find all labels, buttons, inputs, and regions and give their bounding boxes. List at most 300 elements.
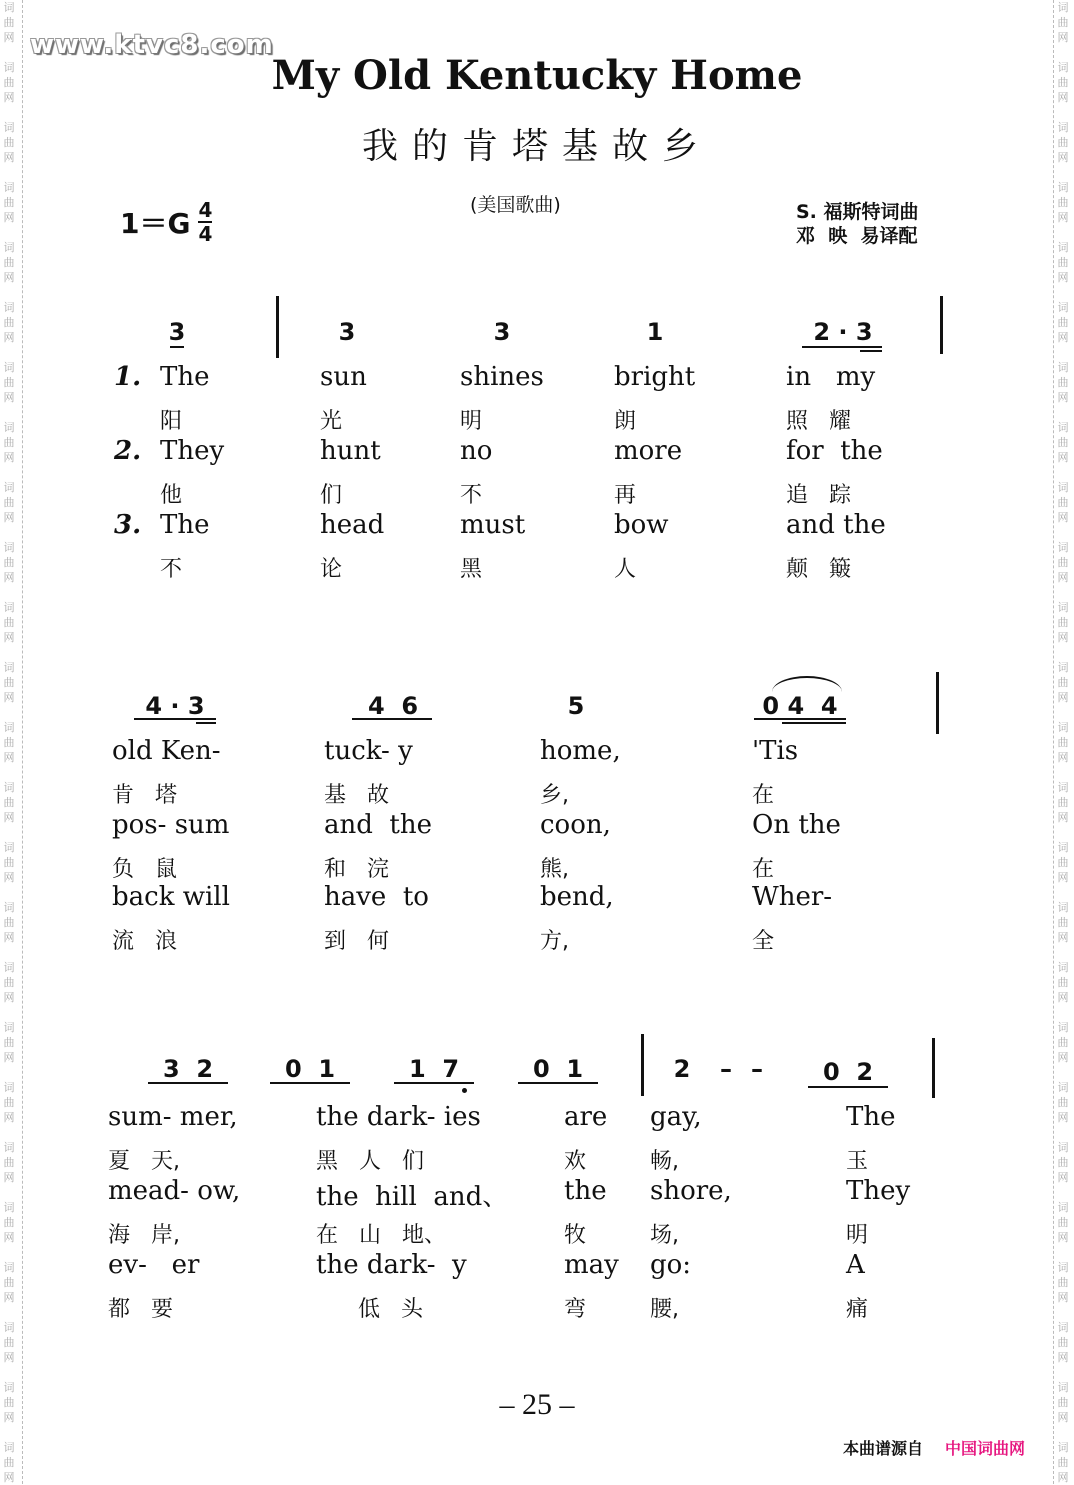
watermark-group: [1054, 420, 1074, 465]
watermark-char: 曲: [3, 616, 15, 629]
note: 3 2: [162, 1055, 214, 1083]
note: 3: [338, 318, 356, 346]
watermark-char: 词: [3, 421, 15, 434]
watermark-char: 网: [1057, 1231, 1069, 1244]
lyric-chinese: 朗: [614, 409, 637, 434]
bar-line: [276, 296, 279, 358]
source-note: [843, 1436, 1025, 1459]
lyric-english: old Ken-: [112, 736, 221, 766]
watermark-char: 词: [1057, 481, 1069, 494]
lyric-english: 'Tis: [752, 736, 799, 766]
watermark-char: 网: [3, 751, 15, 764]
watermark-char: 曲: [3, 76, 15, 89]
watermark-char: 曲: [1057, 1276, 1069, 1289]
note: 1: [646, 318, 664, 346]
watermark-char: 网: [3, 1231, 15, 1244]
lyric-english: may: [564, 1250, 619, 1280]
lyric-chinese: 和 浣: [324, 857, 389, 882]
lyric-english: head: [320, 510, 385, 540]
watermark-char: 曲: [1057, 976, 1069, 989]
lyric-chinese: 场,: [650, 1223, 679, 1248]
watermark-char: 曲: [1057, 316, 1069, 329]
credit-translator: 邓 映 易译配: [796, 225, 918, 247]
watermark-char: 词: [1057, 601, 1069, 614]
underline: [860, 350, 882, 352]
credit-composer: S. 福斯特词曲: [796, 201, 919, 223]
watermark-char: 网: [3, 931, 15, 944]
source-label: 本曲谱源自: [843, 1439, 924, 1458]
lyric-english: The: [160, 362, 210, 392]
lyric-english: bend,: [540, 882, 614, 912]
watermark-char: 网: [1057, 391, 1069, 404]
lyric-english: They: [160, 436, 225, 466]
lyric-english: ev- er: [108, 1250, 200, 1280]
watermark-char: 网: [3, 151, 15, 164]
lyric-chinese: 不: [160, 557, 183, 582]
lyric-english: tuck- y: [324, 736, 413, 766]
lyric-english: bow: [614, 510, 669, 540]
watermark-char: 曲: [1057, 676, 1069, 689]
lyric-english: mead- ow,: [108, 1176, 241, 1206]
lyric-chinese: 论: [320, 557, 343, 582]
watermark-char: 网: [3, 631, 15, 644]
watermark-char: 词: [1057, 901, 1069, 914]
watermark-group: [0, 1320, 22, 1365]
note: 4 6: [367, 692, 419, 720]
watermark-group: [1054, 540, 1074, 585]
watermark-char: 曲: [3, 856, 15, 869]
watermark-char: 曲: [1057, 16, 1069, 29]
watermark-char: 网: [3, 1411, 15, 1424]
song-origin: (美国歌曲): [470, 194, 561, 216]
lyric-english: the hill and、: [316, 1182, 509, 1212]
watermark-group: [1054, 960, 1074, 1005]
watermark-char: 曲: [1057, 856, 1069, 869]
watermark-char: 网: [1057, 1291, 1069, 1304]
watermark-char: 词: [1057, 301, 1069, 314]
watermark-char: 曲: [1057, 1336, 1069, 1349]
watermark-char: 网: [1057, 271, 1069, 284]
underline: [394, 1082, 474, 1084]
watermark-char: 网: [1057, 1471, 1069, 1484]
watermark-char: 曲: [1057, 436, 1069, 449]
note: 3: [493, 318, 511, 346]
source-brand-link[interactable]: 中国词曲网: [945, 1439, 1026, 1458]
watermark-group: [0, 420, 22, 465]
lyric-english: in my: [786, 362, 876, 392]
lyric-chinese: 乡,: [540, 783, 569, 808]
right-watermark-strip: [1053, 0, 1074, 1484]
lyric-english: go:: [650, 1250, 692, 1280]
watermark-group: [0, 540, 22, 585]
lyric-chinese: 在: [752, 783, 775, 808]
watermark-char: 词: [3, 61, 15, 74]
watermark-char: 曲: [3, 436, 15, 449]
watermark-char: 曲: [1057, 796, 1069, 809]
lyric-chinese: 他: [160, 483, 183, 508]
lyric-chinese: 畅,: [650, 1149, 679, 1174]
lyric-chinese: 负 鼠: [112, 857, 177, 882]
lyric-chinese: 再: [614, 483, 637, 508]
bar-line: [641, 1034, 644, 1096]
note: 5: [567, 692, 585, 720]
watermark-group: [0, 1080, 22, 1125]
lyric-english: the dark- ies: [316, 1102, 481, 1132]
watermark-char: 词: [3, 481, 15, 494]
watermark-char: 曲: [3, 316, 15, 329]
watermark-group: [1054, 1260, 1074, 1305]
lyric-chinese: 明: [460, 409, 483, 434]
watermark-char: 网: [1057, 331, 1069, 344]
lyric-chinese: 在 山 地、: [316, 1223, 446, 1248]
watermark-char: 网: [1057, 751, 1069, 764]
note: 0 4 4: [762, 692, 838, 720]
lyric-chinese: 在: [752, 857, 775, 882]
watermark-char: 词: [3, 1141, 15, 1154]
watermark-char: 词: [3, 1081, 15, 1094]
watermark-char: 词: [3, 601, 15, 614]
lyric-chinese: 黑 人 们: [316, 1149, 424, 1174]
watermark-char: 词: [1057, 1141, 1069, 1154]
watermark-char: 词: [3, 661, 15, 674]
watermark-char: 词: [3, 121, 15, 134]
lyric-chinese: 们: [320, 483, 343, 508]
watermark-char: 曲: [3, 376, 15, 389]
site-watermark: www.ktvc8.com: [30, 30, 274, 60]
watermark-char: 曲: [3, 196, 15, 209]
watermark-char: 词: [1057, 721, 1069, 734]
song-subtitle-chinese: 我的肯塔基故乡: [361, 126, 712, 167]
watermark-char: 网: [1057, 1351, 1069, 1364]
lyric-english: pos- sum: [112, 810, 230, 840]
watermark-char: 曲: [3, 136, 15, 149]
watermark-char: 网: [3, 571, 15, 584]
watermark-char: 曲: [1057, 1036, 1069, 1049]
lyric-english: The: [846, 1102, 896, 1132]
watermark-char: 网: [1057, 991, 1069, 1004]
watermark-char: 网: [3, 1051, 15, 1064]
watermark-char: 曲: [1057, 556, 1069, 569]
lyric-chinese: 肯 塔: [112, 783, 177, 808]
underline: [802, 346, 882, 348]
watermark-char: 曲: [3, 1156, 15, 1169]
watermark-char: 网: [3, 211, 15, 224]
watermark-group: [1054, 660, 1074, 705]
verse-number: 1.: [114, 362, 142, 392]
watermark-char: 词: [3, 541, 15, 554]
lyric-chinese: 照 耀: [786, 409, 851, 434]
watermark-char: 词: [1057, 181, 1069, 194]
watermark-group: [1054, 1080, 1074, 1125]
watermark-char: 词: [1057, 1441, 1069, 1454]
lyric-english: sum- mer,: [108, 1102, 238, 1132]
underline: [754, 718, 846, 720]
credits: [796, 200, 919, 248]
watermark-char: 网: [1057, 211, 1069, 224]
lyric-chinese: 痛: [846, 1297, 869, 1322]
watermark-group: [0, 480, 22, 525]
lyric-english: home,: [540, 736, 621, 766]
watermark-char: 网: [3, 331, 15, 344]
watermark-char: 曲: [3, 1036, 15, 1049]
underline: [808, 1086, 888, 1088]
page-number: – 25 –: [499, 1388, 575, 1421]
lyric-chinese: 黑: [460, 557, 483, 582]
verse-number: 3.: [114, 510, 142, 540]
watermark-group: [1054, 0, 1074, 45]
lyric-english: gay,: [650, 1102, 702, 1132]
watermark-char: 网: [1057, 451, 1069, 464]
watermark-char: 曲: [3, 1396, 15, 1409]
watermark-char: 曲: [3, 1456, 15, 1469]
watermark-char: 曲: [1057, 736, 1069, 749]
tie-arc: [772, 676, 842, 692]
lyric-english: They: [846, 1176, 911, 1206]
watermark-char: 网: [1057, 31, 1069, 44]
key-label: 1＝G: [120, 207, 191, 240]
watermark-group: [1054, 1440, 1074, 1485]
watermark-group: [1054, 1020, 1074, 1065]
watermark-char: 词: [1057, 241, 1069, 254]
watermark-char: 曲: [3, 736, 15, 749]
watermark-group: [0, 360, 22, 405]
lyric-chinese: 光: [320, 409, 343, 434]
watermark-group: [0, 1020, 22, 1065]
note: 3: [168, 318, 186, 346]
watermark-char: 网: [3, 451, 15, 464]
watermark-group: [1054, 1320, 1074, 1365]
watermark-char: 曲: [3, 1276, 15, 1289]
lyric-english: no: [460, 436, 493, 466]
underline: [196, 722, 216, 724]
watermark-char: 词: [1057, 1021, 1069, 1034]
watermark-char: 网: [1057, 631, 1069, 644]
watermark-char: 曲: [3, 1216, 15, 1229]
key-signature: [120, 200, 212, 244]
lyric-chinese: 全: [752, 929, 775, 954]
watermark-group: [1054, 360, 1074, 405]
lyric-chinese: 海 岸,: [108, 1223, 180, 1248]
note: 4 · 3: [145, 692, 205, 720]
watermark-char: 网: [1057, 1411, 1069, 1424]
lyric-chinese: 不: [460, 483, 483, 508]
lyric-english: bright: [614, 362, 696, 392]
lyric-english: back will: [112, 882, 230, 912]
watermark-char: 网: [1057, 1111, 1069, 1124]
lyric-english: shore,: [650, 1176, 732, 1206]
watermark-group: [1054, 1200, 1074, 1245]
lyric-english: have to: [324, 882, 429, 912]
watermark-group: [0, 1140, 22, 1185]
lyric-english: and the: [786, 510, 886, 540]
watermark-char: 曲: [1057, 496, 1069, 509]
watermark-char: 曲: [3, 1096, 15, 1109]
watermark-group: [0, 660, 22, 705]
watermark-char: 曲: [3, 556, 15, 569]
watermark-char: 网: [3, 271, 15, 284]
watermark-char: 词: [3, 1021, 15, 1034]
watermark-group: [1054, 1140, 1074, 1185]
watermark-char: 曲: [1057, 1396, 1069, 1409]
watermark-char: 词: [3, 841, 15, 854]
watermark-char: 曲: [3, 676, 15, 689]
lyric-english: hunt: [320, 436, 381, 466]
watermark-char: 词: [3, 361, 15, 374]
watermark-char: 词: [1057, 841, 1069, 854]
watermark-char: 网: [3, 1471, 15, 1484]
underline: [170, 346, 184, 348]
lyric-english: A: [846, 1250, 865, 1280]
watermark-char: 网: [1057, 571, 1069, 584]
watermark-char: 网: [3, 811, 15, 824]
watermark-char: 曲: [3, 1336, 15, 1349]
watermark-char: 曲: [3, 256, 15, 269]
lyric-english: more: [614, 436, 683, 466]
underline: [518, 1082, 598, 1084]
lyric-chinese: 到 何: [324, 929, 389, 954]
watermark-char: 网: [1057, 931, 1069, 944]
watermark-char: 词: [1057, 1201, 1069, 1214]
watermark-char: 网: [3, 1291, 15, 1304]
note: 2 · 3: [813, 318, 873, 346]
watermark-char: 词: [1057, 1321, 1069, 1334]
underline: [148, 1082, 228, 1084]
watermark-char: 曲: [1057, 1456, 1069, 1469]
watermark-char: 网: [3, 1111, 15, 1124]
lyric-chinese: 方,: [540, 929, 569, 954]
watermark-char: 网: [3, 31, 15, 44]
dash: –: [751, 1055, 763, 1083]
watermark-char: 曲: [1057, 916, 1069, 929]
lyric-english: On the: [752, 810, 841, 840]
watermark-char: 词: [3, 1321, 15, 1334]
lyric-chinese: 人: [614, 557, 637, 582]
watermark-char: 网: [1057, 1171, 1069, 1184]
lyric-chinese: 腰,: [650, 1297, 679, 1322]
watermark-char: 网: [1057, 691, 1069, 704]
watermark-char: 曲: [3, 796, 15, 809]
watermark-group: [1054, 240, 1074, 285]
watermark-group: [1054, 600, 1074, 645]
watermark-char: 曲: [3, 976, 15, 989]
watermark-char: 网: [3, 1351, 15, 1364]
watermark-char: 词: [3, 301, 15, 314]
watermark-group: [1054, 300, 1074, 345]
low-octave-dot: [462, 1088, 467, 1093]
watermark-group: [0, 720, 22, 765]
underline: [134, 718, 216, 720]
watermark-group: [1054, 720, 1074, 765]
time-sig-top: 4: [198, 198, 213, 222]
underline: [782, 722, 846, 724]
underline: [270, 1082, 350, 1084]
watermark-char: 网: [1057, 1051, 1069, 1064]
watermark-group: [1054, 480, 1074, 525]
watermark-group: [0, 180, 22, 225]
watermark-char: 网: [3, 691, 15, 704]
watermark-char: 网: [1057, 151, 1069, 164]
watermark-group: [0, 1440, 22, 1485]
lyric-english: coon,: [540, 810, 611, 840]
watermark-group: [1054, 840, 1074, 885]
lyric-chinese: 明: [846, 1223, 869, 1248]
lyric-english: sun: [320, 362, 367, 392]
watermark-char: 词: [1057, 121, 1069, 134]
note: 1 7: [408, 1055, 460, 1083]
watermark-char: 词: [1057, 1081, 1069, 1094]
watermark-char: 曲: [1057, 616, 1069, 629]
watermark-group: [0, 1200, 22, 1245]
watermark-char: 词: [3, 241, 15, 254]
watermark-char: 词: [1057, 781, 1069, 794]
watermark-char: 词: [1057, 961, 1069, 974]
lyric-chinese: 基 故: [324, 783, 389, 808]
lyric-chinese: 弯: [564, 1297, 587, 1322]
song-title: My Old Kentucky Home: [271, 52, 803, 99]
watermark-char: 网: [3, 91, 15, 104]
watermark-char: 词: [1057, 361, 1069, 374]
watermark-char: 曲: [1057, 1216, 1069, 1229]
lyric-chinese: 欢: [564, 1149, 587, 1174]
lyric-chinese: 阳: [160, 409, 183, 434]
watermark-char: 网: [1057, 91, 1069, 104]
watermark-char: 词: [3, 1441, 15, 1454]
watermark-char: 曲: [3, 496, 15, 509]
watermark-char: 网: [1057, 871, 1069, 884]
watermark-char: 曲: [1057, 1156, 1069, 1169]
watermark-char: 曲: [1057, 1096, 1069, 1109]
watermark-char: 词: [1057, 421, 1069, 434]
watermark-char: 词: [1057, 61, 1069, 74]
watermark-group: [0, 960, 22, 1005]
watermark-char: 曲: [1057, 196, 1069, 209]
watermark-group: [0, 900, 22, 945]
lyric-chinese: 流 浪: [112, 929, 177, 954]
lyric-chinese: 低 头: [316, 1297, 423, 1322]
watermark-char: 词: [1057, 1, 1069, 14]
lyric-english: Wher-: [752, 882, 833, 912]
lyric-chinese: 牧: [564, 1223, 587, 1248]
watermark-group: [1054, 900, 1074, 945]
underline: [352, 718, 432, 720]
watermark-char: 词: [3, 1201, 15, 1214]
bar-line: [932, 1038, 935, 1098]
watermark-char: 词: [3, 181, 15, 194]
watermark-char: 词: [3, 1261, 15, 1274]
lyric-english: are: [564, 1102, 608, 1132]
watermark-char: 网: [3, 511, 15, 524]
note: 2: [673, 1055, 691, 1083]
time-signature: [198, 200, 212, 244]
watermark-group: [0, 300, 22, 345]
lyric-english: for the: [786, 436, 883, 466]
dash: –: [720, 1055, 732, 1083]
lyric-chinese: 追 踪: [786, 483, 851, 508]
note: 0 1: [284, 1055, 336, 1083]
watermark-char: 词: [3, 781, 15, 794]
watermark-char: 词: [3, 1, 15, 14]
watermark-char: 曲: [1057, 76, 1069, 89]
lyric-english: and the: [324, 810, 432, 840]
lyric-english: the: [564, 1176, 607, 1206]
watermark-char: 词: [1057, 1261, 1069, 1274]
watermark-char: 词: [3, 721, 15, 734]
watermark-char: 曲: [1057, 256, 1069, 269]
watermark-group: [1054, 180, 1074, 225]
watermark-char: 词: [1057, 661, 1069, 674]
lyric-chinese: 熊,: [540, 857, 569, 882]
watermark-char: 曲: [1057, 136, 1069, 149]
